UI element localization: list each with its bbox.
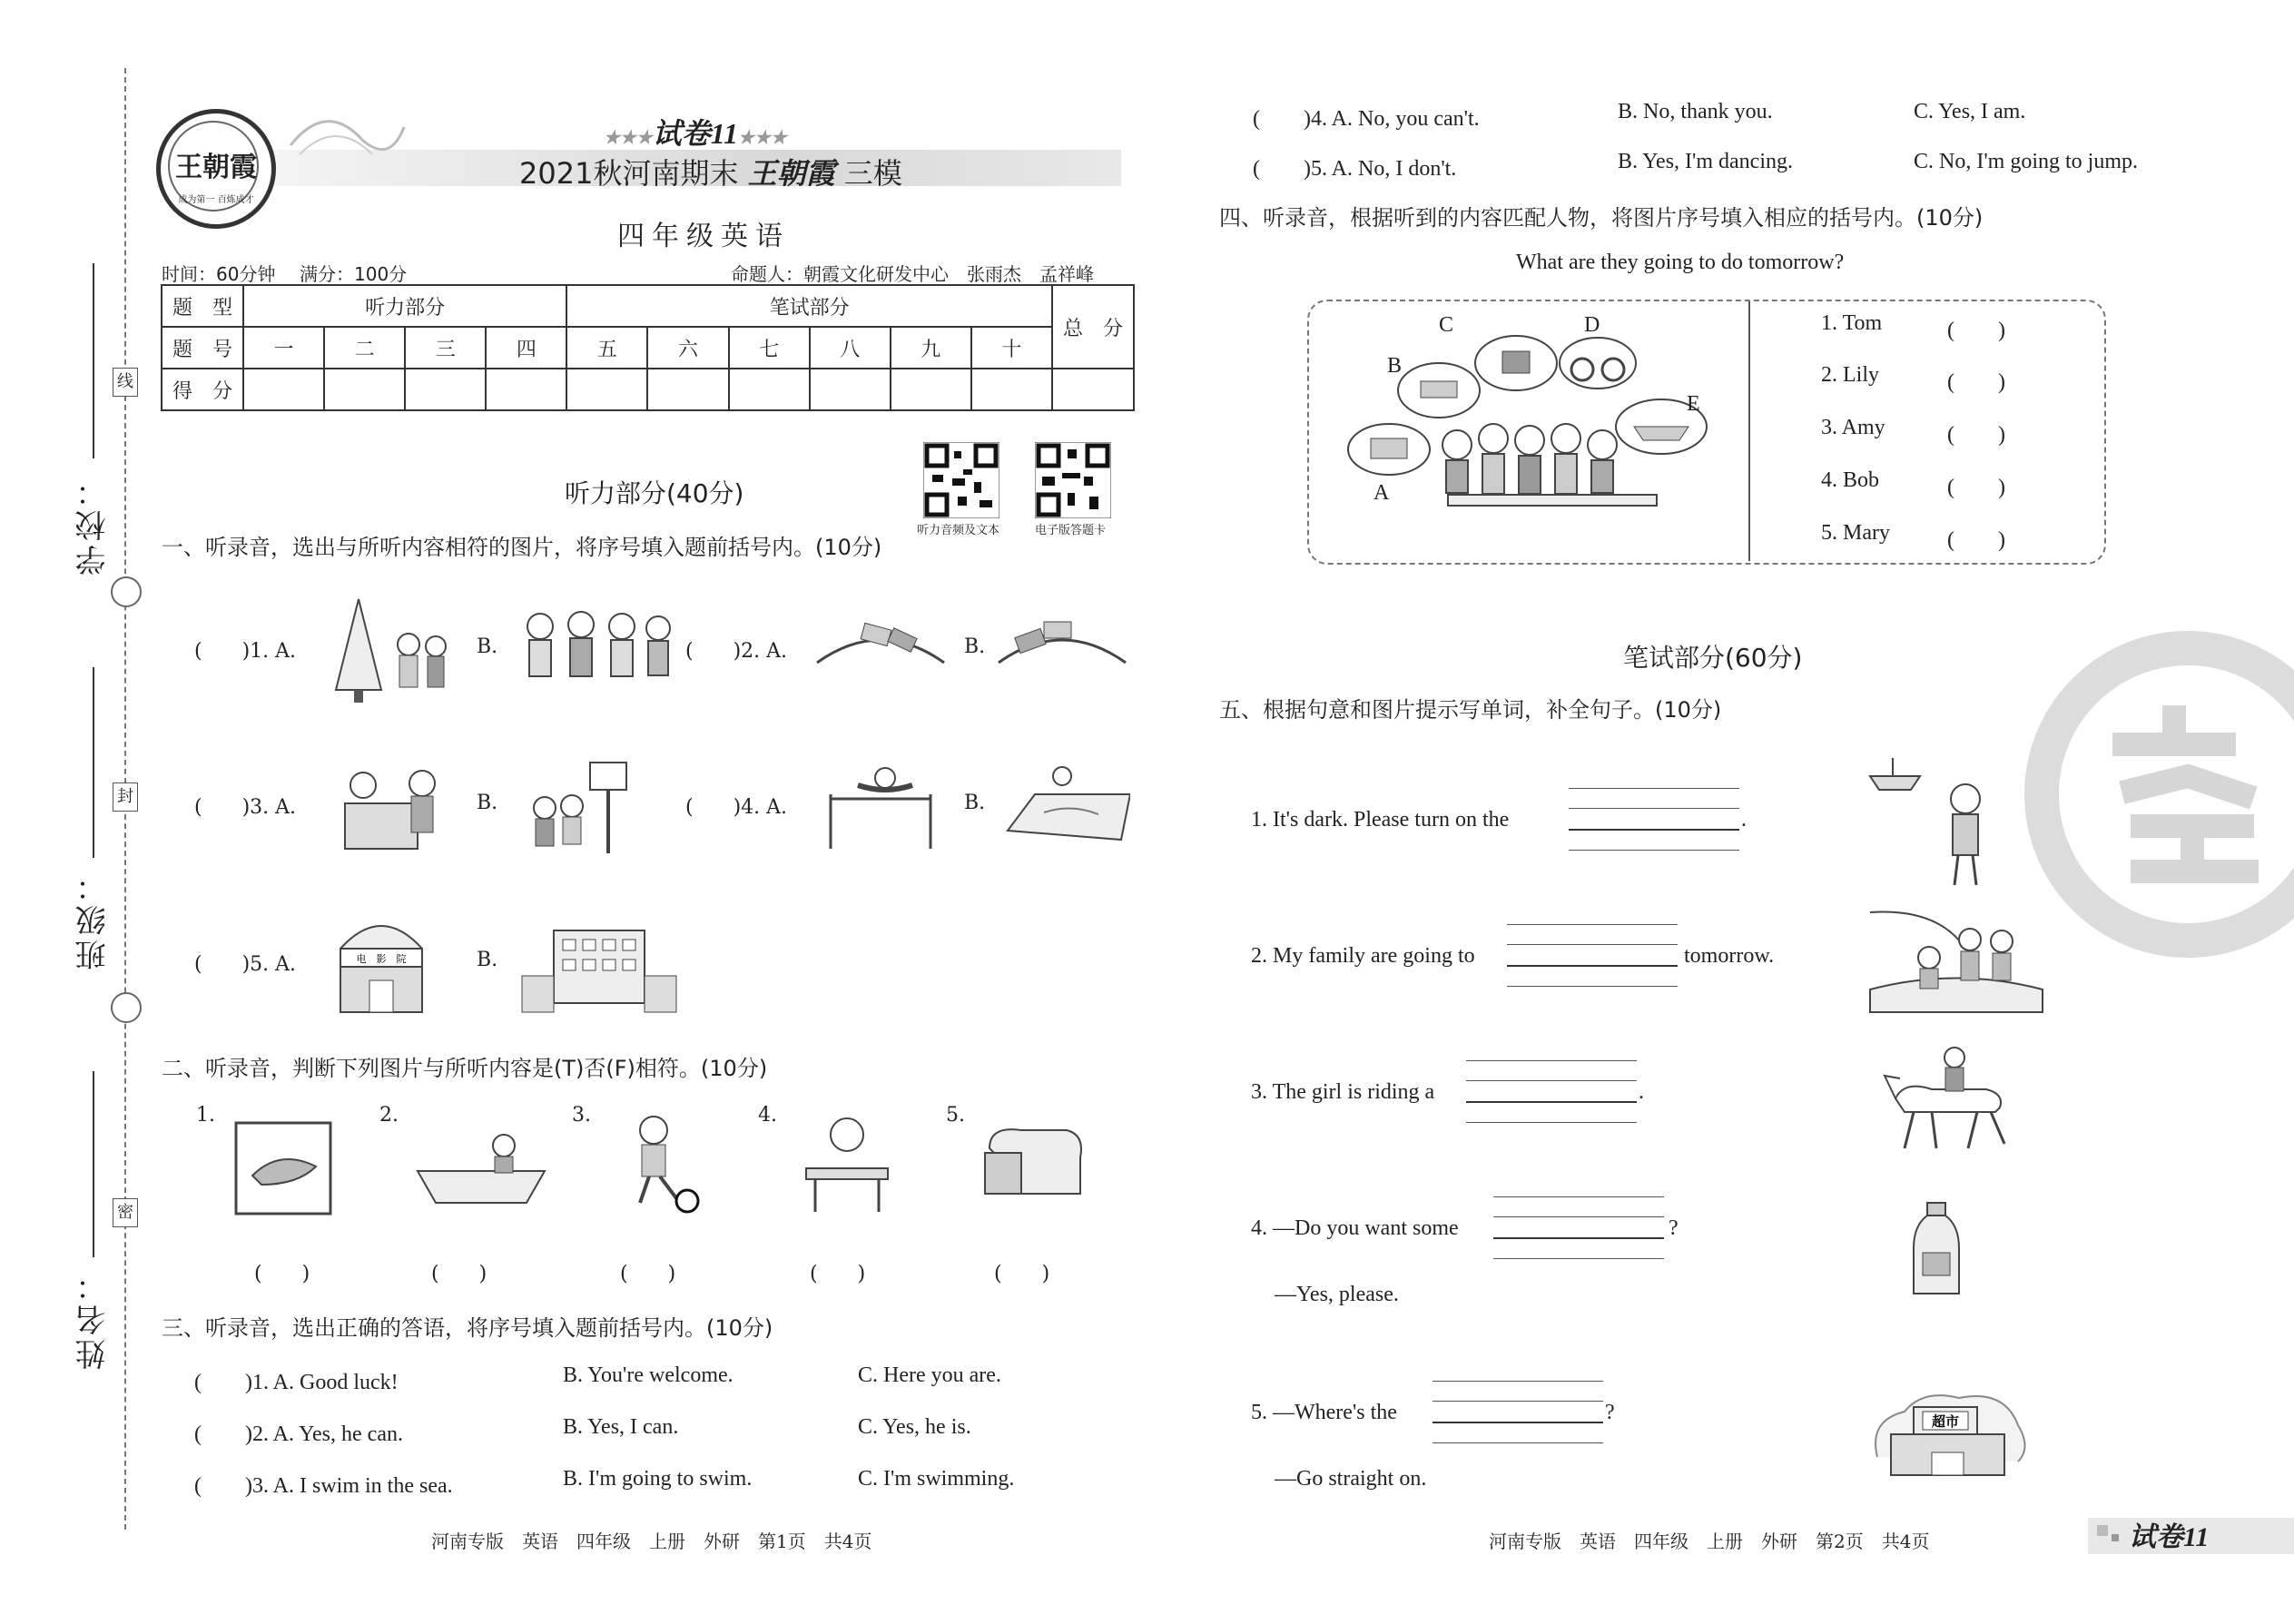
s4-letter-a: A — [1373, 481, 1390, 505]
s4-letter-e: E — [1687, 392, 1700, 416]
s5-item-5-reply: —Go straight on. — [1275, 1467, 1427, 1491]
s4-person-1: 1. Tom — [1821, 311, 1883, 335]
seal-mark-seal: 封 — [113, 782, 138, 812]
exam-time: 时间：60分钟 — [162, 263, 276, 285]
horse-rider-picture — [1877, 1044, 2023, 1157]
s4-blank-4[interactable]: ( ) — [1947, 476, 2005, 499]
s5-answer-2[interactable] — [1507, 965, 1678, 967]
footer-left: 河南专版 英语 四年级 上册 外研 第1页 共4页 — [431, 1530, 872, 1552]
s2-number-3: 3. — [572, 1104, 591, 1127]
guide-line — [1433, 1442, 1603, 1443]
guide-line — [1466, 1122, 1637, 1123]
s5-answer-5[interactable] — [1433, 1422, 1603, 1423]
s2-blank-1[interactable]: ( ) — [254, 1263, 310, 1285]
class-field[interactable] — [93, 667, 94, 858]
train-picture-a — [812, 613, 949, 676]
s4-person-2: 2. Lily — [1821, 363, 1879, 387]
s1-item-1-a[interactable]: ( )1. A. — [194, 640, 297, 663]
basketball-picture — [517, 753, 645, 858]
boat-picture — [413, 1126, 549, 1212]
train-picture-b — [994, 613, 1130, 676]
name-field[interactable] — [93, 1071, 94, 1257]
guide-line — [1569, 850, 1739, 851]
s3-item-2[interactable]: ( )2. A. Yes, he can. — [194, 1422, 403, 1446]
binding-hole-icon — [111, 992, 142, 1023]
cinema-sign: 电 影 院 — [356, 953, 407, 965]
score-cell[interactable] — [729, 369, 810, 410]
score-cell[interactable] — [647, 369, 728, 410]
swimming-pool-picture — [999, 758, 1130, 849]
s2-number-4: 4. — [758, 1104, 777, 1127]
school-label: 学校： — [75, 472, 112, 576]
score-table-header: 笔试部分 — [566, 285, 1052, 327]
s4-divider — [1748, 301, 1750, 561]
score-table-header: 总 分 — [1052, 285, 1134, 369]
fishing-family-picture — [1866, 903, 2047, 1017]
name-label: 姓名： — [75, 1266, 112, 1370]
exam-title: 2021秋河南期末 王朝霞 三模 — [519, 156, 902, 191]
football-boy-picture — [622, 1112, 704, 1216]
s5-item-4-reply: —Yes, please. — [1275, 1283, 1399, 1306]
score-cell[interactable] — [243, 369, 324, 410]
guide-line — [1433, 1401, 1603, 1402]
logo-motto: 成为第一 百炼成才 — [178, 195, 254, 205]
guide-line — [1433, 1381, 1603, 1382]
score-cell[interactable] — [324, 369, 405, 410]
s4-blank-2[interactable]: ( ) — [1947, 370, 2005, 394]
s3-item-5[interactable]: ( )5. A. No, I don't. — [1253, 157, 1457, 181]
seal-mark-secret: 密 — [113, 1198, 138, 1227]
score-cell[interactable] — [971, 369, 1052, 410]
s1-item-5-a[interactable]: ( )5. A. — [194, 953, 297, 976]
girl-at-table-picture — [802, 1112, 892, 1216]
s3-item-5-b: B. Yes, I'm dancing. — [1618, 150, 1793, 173]
authors: 命题人：朝霞文化研发中心 张雨杰 孟祥峰 — [731, 263, 1094, 285]
score-table — [161, 284, 1135, 411]
full-score: 满分：100分 — [300, 263, 408, 285]
s5-item-1-end: . — [1741, 808, 1747, 832]
s4-letter-b: B — [1387, 354, 1403, 378]
section-3-title: 三、听录音，选出正确的答语，将序号填入题前括号内。(10分) — [162, 1315, 773, 1341]
s3-item-4-c: C. Yes, I am. — [1914, 100, 2026, 123]
s1-item-3-b: B. — [477, 792, 498, 814]
score-table-label: 题 号 — [162, 327, 243, 369]
s4-letter-d: D — [1584, 313, 1600, 337]
high-jump-picture — [822, 758, 940, 853]
s2-number-2: 2. — [379, 1104, 399, 1127]
s2-blank-4[interactable]: ( ) — [810, 1263, 866, 1285]
s2-blank-2[interactable]: ( ) — [431, 1263, 487, 1285]
dolphin-picture — [234, 1121, 334, 1216]
guide-line — [1507, 944, 1678, 945]
s4-blank-5[interactable]: ( ) — [1947, 528, 2005, 552]
s5-item-2-text: 2. My family are going to — [1251, 944, 1475, 968]
s3-item-1-c: C. Here you are. — [858, 1363, 1001, 1387]
question-number-cell: 四 — [486, 327, 566, 369]
s1-item-2-b: B. — [964, 635, 986, 658]
s4-letter-c: C — [1439, 313, 1454, 337]
s3-item-1[interactable]: ( )1. A. Good luck! — [194, 1371, 399, 1394]
s3-item-4[interactable]: ( )4. A. No, you can't. — [1253, 107, 1480, 131]
kids-dreaming-picture — [1339, 313, 1720, 554]
question-number-cell: 五 — [566, 327, 647, 369]
question-number-cell: 二 — [324, 327, 405, 369]
guide-line — [1493, 1196, 1664, 1197]
section-1-title: 一、听录音，选出与所听内容相符的图片，将序号填入题前括号内。(10分) — [162, 535, 882, 560]
s5-answer-3[interactable] — [1466, 1101, 1637, 1103]
score-cell[interactable] — [405, 369, 486, 410]
s5-answer-1[interactable] — [1569, 829, 1739, 831]
s4-question: What are they going to do tomorrow? — [1516, 251, 1845, 274]
kids-group-picture — [513, 599, 676, 708]
qr-code-answer-sheet-icon[interactable] — [1035, 442, 1111, 518]
s4-person-5: 5. Mary — [1821, 521, 1890, 545]
juice-bottle-picture — [1909, 1198, 1964, 1298]
s4-blank-1[interactable]: ( ) — [1947, 319, 2005, 342]
score-table-label: 得 分 — [162, 369, 243, 410]
score-cell[interactable] — [810, 369, 891, 410]
qr-code-audio-icon[interactable] — [923, 442, 999, 518]
s5-item-4-text: 4. —Do you want some — [1251, 1216, 1459, 1240]
ribbon-decoration-icon — [272, 91, 409, 191]
guide-line — [1507, 924, 1678, 925]
s5-item-4-end: ? — [1669, 1216, 1679, 1240]
s2-number-1: 1. — [196, 1104, 215, 1127]
subject-title: 四年级英语 — [617, 221, 790, 252]
hospital-building-picture — [517, 912, 681, 1017]
s5-item-5-end: ? — [1605, 1401, 1615, 1424]
guide-line — [1569, 788, 1739, 789]
question-number-cell: 七 — [729, 327, 810, 369]
qr-caption-answer-sheet: 电子版答题卡 — [1035, 524, 1107, 537]
question-number-cell: 十 — [971, 327, 1052, 369]
s5-item-3-text: 3. The girl is riding a — [1251, 1080, 1435, 1104]
s2-number-5: 5. — [946, 1104, 965, 1127]
footer-right: 河南专版 英语 四年级 上册 外研 第2页 共4页 — [1489, 1530, 1930, 1552]
score-table-header: 题 型 — [162, 285, 243, 327]
class-label: 班级： — [75, 867, 112, 970]
section-4-title: 四、听录音，根据听到的内容匹配人物，将图片序号填入相应的括号内。(10分) — [1219, 205, 1984, 231]
christmas-tree-kids-picture — [327, 590, 454, 708]
supermarket-picture — [1868, 1384, 2027, 1480]
question-number-cell: 九 — [891, 327, 971, 369]
s5-item-3-end: . — [1639, 1080, 1644, 1104]
guide-line — [1466, 1060, 1637, 1061]
cinema-building-picture — [331, 908, 431, 1017]
s3-item-2-c: C. Yes, he is. — [858, 1415, 971, 1439]
s3-item-5-c: C. No, I'm going to jump. — [1914, 150, 2138, 173]
s3-item-3-c: C. I'm swimming. — [858, 1467, 1015, 1491]
question-number-cell: 三 — [405, 327, 486, 369]
question-number-cell: 六 — [647, 327, 728, 369]
s1-item-4-a[interactable]: ( )4. A. — [685, 796, 788, 819]
s2-blank-3[interactable]: ( ) — [620, 1263, 676, 1285]
s3-item-3-b: B. I'm going to swim. — [563, 1467, 753, 1491]
logo-text: 王朝霞 — [175, 152, 257, 183]
guide-line — [1507, 986, 1678, 987]
footer-tab-square-icon — [2097, 1525, 2108, 1536]
section-2-title: 二、听录音，判断下列图片与所听内容是(T)否(F)相符。(10分) — [162, 1056, 768, 1081]
score-cell[interactable] — [566, 369, 647, 410]
kids-at-desk-picture — [327, 749, 463, 858]
paper-number: ★★★试卷11★★★ — [604, 117, 787, 150]
seal-mark-line: 线 — [113, 368, 138, 397]
supermarket-sign: 超市 — [1931, 1413, 1960, 1430]
s1-item-5-b: B. — [477, 949, 498, 971]
s5-item-1-text: 1. It's dark. Please turn on the — [1251, 808, 1510, 832]
s3-item-2-b: B. Yes, I can. — [563, 1415, 679, 1439]
footer-tab-square-icon — [2112, 1534, 2119, 1541]
s5-answer-4[interactable] — [1493, 1237, 1664, 1239]
s1-item-3-a[interactable]: ( )3. A. — [194, 796, 297, 819]
watermark-glyph-icon — [2088, 690, 2294, 899]
lamp-and-girl-picture — [1866, 753, 2011, 890]
guide-line — [1493, 1216, 1664, 1217]
guide-line — [1466, 1080, 1637, 1081]
score-table-header: 听力部分 — [243, 285, 566, 327]
writing-section-title: 笔试部分(60分) — [1623, 643, 1803, 673]
binding-hole-icon — [111, 576, 142, 607]
guide-line — [1493, 1258, 1664, 1259]
score-cell[interactable] — [1052, 369, 1134, 410]
s1-item-1-b: B. — [477, 635, 498, 658]
school-field[interactable] — [93, 263, 94, 458]
qr-caption-audio: 听力音频及文本 — [917, 524, 1000, 537]
s4-person-3: 3. Amy — [1821, 416, 1885, 439]
guide-line — [1569, 808, 1739, 809]
footer-paper-number: 试卷11 — [2129, 1522, 2210, 1552]
s3-item-3[interactable]: ( )3. A. I swim in the sea. — [194, 1474, 453, 1498]
question-number-cell: 一 — [243, 327, 324, 369]
score-cell[interactable] — [891, 369, 971, 410]
s4-person-4: 4. Bob — [1821, 468, 1880, 492]
s1-item-4-b: B. — [964, 792, 986, 814]
bread-picture — [980, 1121, 1085, 1198]
question-number-cell: 八 — [810, 327, 891, 369]
brand-logo — [156, 109, 276, 229]
listening-section-title: 听力部分(40分) — [565, 478, 744, 508]
s5-item-2-end: tomorrow. — [1684, 944, 1775, 968]
section-5-title: 五、根据句意和图片提示写单词，补全句子。(10分) — [1219, 697, 1722, 723]
s3-item-1-b: B. You're welcome. — [563, 1363, 733, 1387]
s5-item-5-text: 5. —Where's the — [1251, 1401, 1397, 1424]
s1-item-2-a[interactable]: ( )2. A. — [685, 640, 788, 663]
s4-blank-3[interactable]: ( ) — [1947, 423, 2005, 447]
s2-blank-5[interactable]: ( ) — [994, 1263, 1050, 1285]
s3-item-4-b: B. No, thank you. — [1618, 100, 1773, 123]
score-cell[interactable] — [486, 369, 566, 410]
